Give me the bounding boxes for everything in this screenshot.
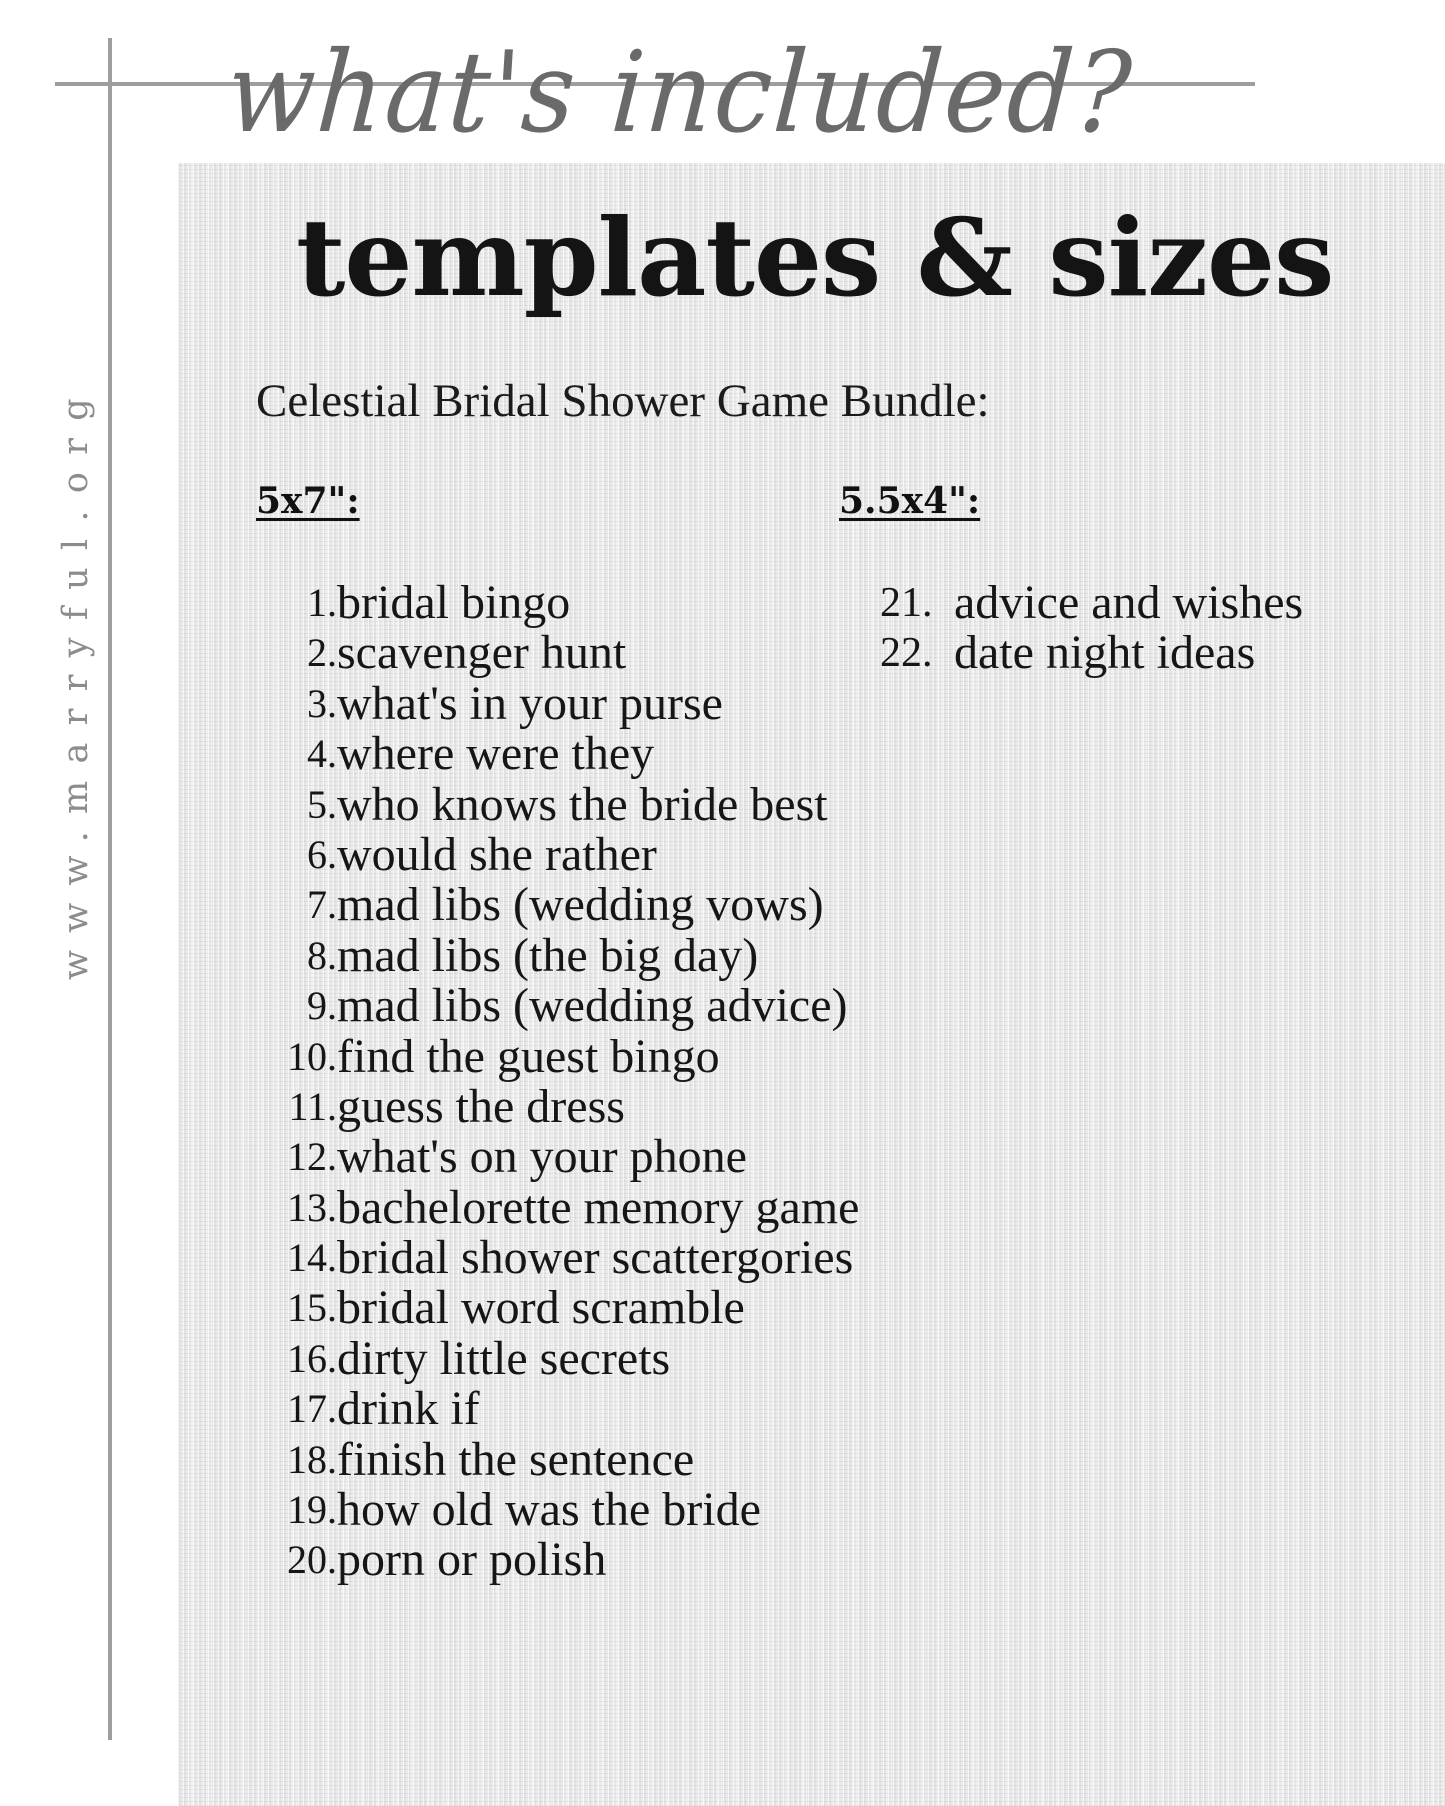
item-label: drink if xyxy=(337,1382,480,1436)
item-number: 11. xyxy=(288,1083,337,1129)
list-item xyxy=(255,777,859,831)
size-heading-5x7: 5x7": xyxy=(256,480,360,522)
item-number: 14. xyxy=(287,1235,337,1281)
item-number: 3. xyxy=(307,680,337,726)
item-label: mad libs (wedding vows) xyxy=(337,878,824,932)
list-item xyxy=(255,1029,859,1083)
list-item xyxy=(255,628,859,678)
list-item xyxy=(255,1233,859,1283)
item-number: 19. xyxy=(287,1487,337,1533)
template-list-5x7 xyxy=(255,578,859,1586)
list-item xyxy=(255,676,859,730)
item-label: where were they xyxy=(337,727,655,781)
item-number: 5. xyxy=(307,781,337,827)
list-item xyxy=(255,1535,859,1585)
item-label: bridal word scramble xyxy=(337,1281,745,1335)
item-number: 10. xyxy=(287,1033,337,1079)
script-title: what's included? xyxy=(222,28,1137,158)
item-number: 7. xyxy=(307,882,337,928)
item-number: 8. xyxy=(307,932,337,978)
item-number: 9. xyxy=(307,983,337,1029)
item-label: mad libs (the big day) xyxy=(337,928,759,982)
item-label: date night ideas xyxy=(954,626,1256,680)
item-label: finish the sentence xyxy=(337,1432,695,1486)
item-number: 6. xyxy=(307,831,337,877)
item-label: bridal shower scattergories xyxy=(337,1231,854,1285)
list-item xyxy=(880,628,1303,678)
item-label: who knows the bride best xyxy=(337,777,828,831)
item-number: 15. xyxy=(287,1285,337,1331)
item-label: what's in your purse xyxy=(337,676,723,730)
list-item xyxy=(255,827,859,881)
item-number: 22. xyxy=(880,630,933,677)
list-item xyxy=(255,729,859,779)
item-label: guess the dress xyxy=(337,1079,625,1133)
item-number: 1. xyxy=(307,580,337,625)
template-list-5-5x4 xyxy=(880,578,1303,679)
list-item xyxy=(880,578,1303,628)
item-label: would she rather xyxy=(337,827,657,881)
item-label: mad libs (wedding advice) xyxy=(337,979,848,1033)
item-label: how old was the bride xyxy=(337,1483,761,1537)
item-label: advice and wishes xyxy=(954,576,1304,629)
page-title: templates & sizes xyxy=(296,196,1334,321)
item-label: bachelorette memory game xyxy=(337,1180,860,1234)
item-number: 2. xyxy=(307,630,337,676)
item-label: find the guest bingo xyxy=(337,1029,720,1083)
item-number: 18. xyxy=(287,1436,337,1482)
list-item xyxy=(255,928,859,982)
list-item xyxy=(255,1384,859,1434)
list-item xyxy=(255,880,859,930)
item-number: 12. xyxy=(287,1134,337,1180)
list-item xyxy=(255,1331,859,1385)
list-item xyxy=(255,1283,859,1333)
vertical-divider xyxy=(108,38,112,1740)
website-url: www.marryful.org xyxy=(56,381,96,980)
list-item xyxy=(255,1079,859,1133)
list-item xyxy=(255,578,859,628)
item-number: 16. xyxy=(287,1335,337,1381)
bundle-title: Celestial Bridal Shower Game Bundle: xyxy=(256,375,990,427)
list-item xyxy=(255,1132,859,1182)
list-item xyxy=(255,1485,859,1535)
size-heading-5-5x4: 5.5x4": xyxy=(839,480,981,522)
list-item xyxy=(255,1432,859,1486)
item-label: porn or polish xyxy=(337,1533,607,1587)
item-label: what's on your phone xyxy=(337,1130,747,1184)
item-number: 4. xyxy=(307,731,337,777)
item-label: bridal bingo xyxy=(337,576,571,629)
item-number: 13. xyxy=(287,1184,337,1230)
item-number: 17. xyxy=(287,1386,337,1432)
item-label: dirty little secrets xyxy=(337,1331,671,1385)
list-item xyxy=(255,1180,860,1234)
item-number: 21. xyxy=(880,580,933,626)
item-number: 20. xyxy=(287,1537,337,1583)
list-item xyxy=(255,981,859,1031)
item-label: scavenger hunt xyxy=(337,626,627,680)
